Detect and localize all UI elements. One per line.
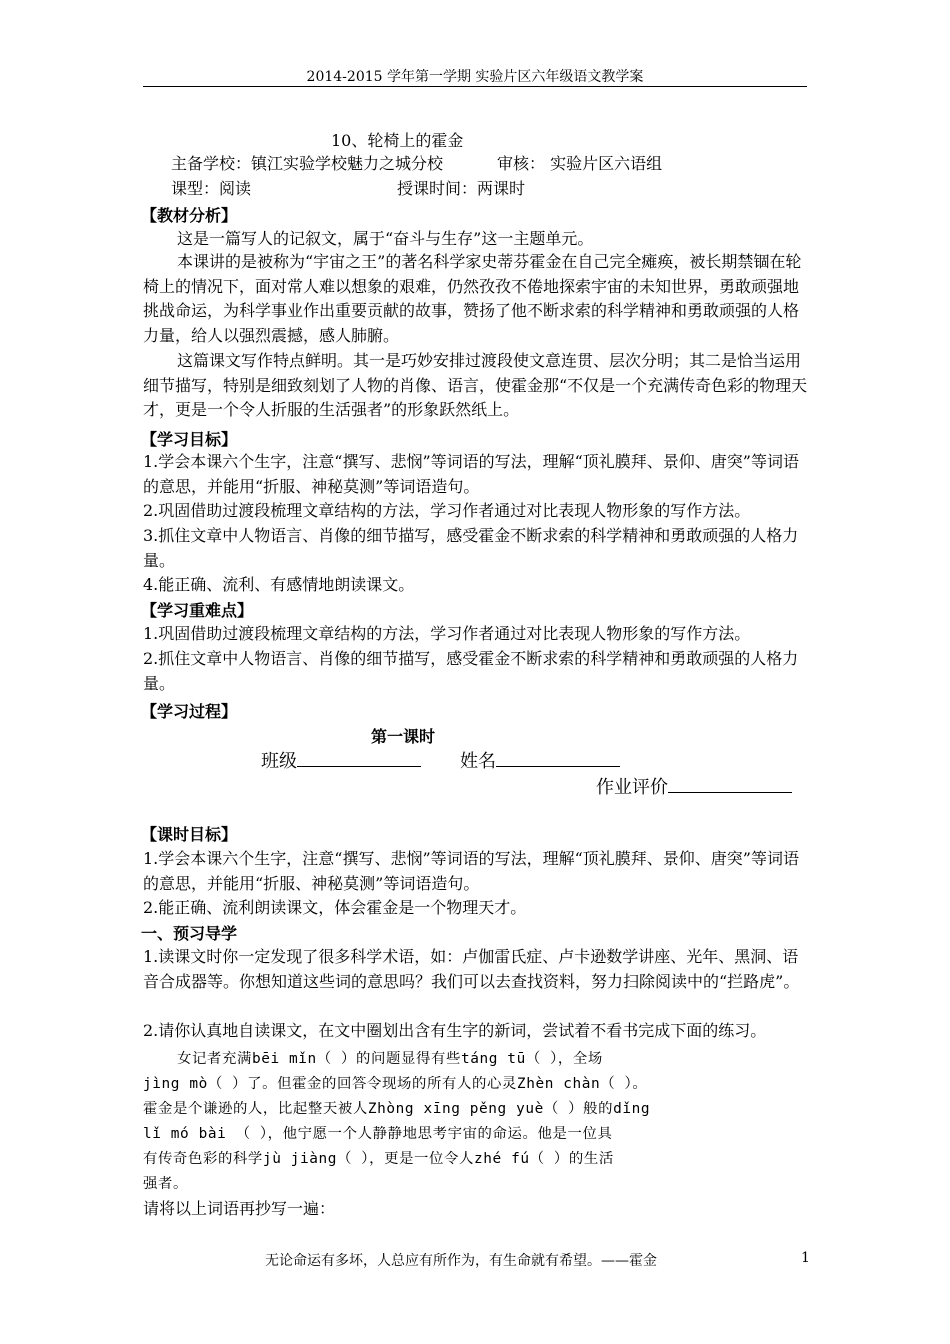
meta-type: 课型：阅读 xyxy=(171,179,252,198)
goal-item-1: 1.学会本课六个生字，注意“撰写、悲悯”等词语的写法，理解“顶礼膜拜、景仰、唐突”等词语的意思，并能用“折服、神秘莫测”等词语造句。 xyxy=(143,452,799,496)
name-field xyxy=(460,747,620,773)
eval-blank[interactable] xyxy=(668,774,792,793)
copy-prompt: 请将以上词语再抄写一遍： xyxy=(143,1199,336,1218)
page-header: 2014-2015 学年第一学期 实验片区六年级语文教学案 xyxy=(306,69,644,85)
eval-label: 作业评价 xyxy=(596,777,668,798)
class-field xyxy=(261,747,421,773)
analysis-para-1: 这是一篇写人的记叙文，属于“奋斗与生存”这一主题单元。 xyxy=(177,229,594,248)
goal-item-3: 3.抓住文章中人物语言、肖像的细节描写，感受霍金不断求索的科学精神和勇敢顽强的人格力量。 xyxy=(143,526,799,570)
lesson-title: 10、轮椅上的霍金 xyxy=(331,131,464,150)
exercise-line-4: lǐ mó bài （ ），他宁愿一个人静静地思考宇宙的命运。他是一位具 xyxy=(143,1126,613,1142)
exercise-line-2: jìng mò（ ）了。但霍金的回答令现场的所有人的心灵Zhèn chàn（ ）。 xyxy=(143,1076,648,1092)
class-blank[interactable] xyxy=(297,748,421,767)
lesson-goals-heading: 【课时目标】 xyxy=(141,825,238,844)
goal-item-2: 2.巩固借助过渡段梳理文章结构的方法，学习作者通过对比表现人物形象的写作方法。 xyxy=(143,501,751,520)
meta-review: 审核： 实验片区六语组 xyxy=(497,154,663,173)
preview-heading: 一、预习导学 xyxy=(141,924,238,943)
name-blank[interactable] xyxy=(496,748,620,767)
keypoint-item-1: 1.巩固借助过渡段梳理文章结构的方法，学习作者通过对比表现人物形象的写作方法。 xyxy=(143,624,751,643)
process-heading: 【学习过程】 xyxy=(141,702,238,721)
exercise-line-6: 强者。 xyxy=(143,1176,188,1192)
preview-item-1: 1.读课文时你一定发现了很多科学术语，如：卢伽雷氏症、卢卡逊数学讲座、光年、黑洞、语音合成器等。你想知道这些词的意思吗？我们可以去查找资料，努力扫除阅读中的“拦路虎”。 xyxy=(143,947,800,991)
meta-time: 授课时间：两课时 xyxy=(397,179,526,198)
first-lesson-title: 第一课时 xyxy=(371,727,436,746)
exercise-line-1: 女记者充满bēi mǐn（ ）的问题显得有些táng tū（ ），全场 xyxy=(177,1051,603,1067)
meta-school: 主备学校：镇江实验学校魅力之城分校 xyxy=(171,154,444,173)
goal-item-4: 4.能正确、流利、有感情地朗读课文。 xyxy=(143,575,415,594)
analysis-heading: 【教材分析】 xyxy=(141,206,238,225)
footer-quote: 无论命运有多坏，人总应有所作为，有生命就有希望。——霍金 xyxy=(265,1253,657,1269)
lesson-goal-item-2: 2.能正确、流利朗读课文，体会霍金是一个物理天才。 xyxy=(143,898,527,917)
name-label: 姓名 xyxy=(460,751,496,772)
header-rule xyxy=(143,86,807,87)
keypoints-heading: 【学习重难点】 xyxy=(141,601,254,620)
keypoint-item-2: 2.抓住文章中人物语言、肖像的细节描写，感受霍金不断求索的科学精神和勇敢顽强的人格力量。 xyxy=(143,649,799,693)
lesson-goal-item-1: 1.学会本课六个生字，注意“撰写、悲悯”等词语的写法，理解“顶礼膜拜、景仰、唐突”等词语的意思，并能用“折服、神秘莫测”等词语造句。 xyxy=(143,849,799,893)
exercise-line-5: 有传奇色彩的科学jù jiàng（ ），更是一位令人zhé fú（ ）的生活 xyxy=(143,1151,614,1167)
preview-item-2: 2.请你认真地自读课文，在文中圈划出含有生字的新词，尝试着不看书完成下面的练习。 xyxy=(143,1021,767,1040)
goals-heading: 【学习目标】 xyxy=(141,430,238,449)
analysis-para-3: 这篇课文写作特点鲜明。其一是巧妙安排过渡段使文意连贯、层次分明；其二是恰当运用细节描写，特别是细致刻划了人物的肖像、语言，使霍金那“不仅是一个充满传奇色彩的物理天才，更是一个令人折服的生活强者”的形象跃然纸上。 xyxy=(143,351,808,419)
class-label: 班级 xyxy=(261,751,297,772)
exercise-line-3: 霍金是个谦逊的人，比起整天被人Zhòng xīng pěng yuè（ ）般的dǐng xyxy=(143,1101,651,1117)
page-number: 1 xyxy=(801,1250,810,1266)
eval-field xyxy=(596,773,792,799)
analysis-para-2: 本课讲的是被称为“宇宙之王”的著名科学家史蒂芬霍金在自己完全瘫痪，被长期禁锢在轮椅上的情况下，面对常人难以想象的艰难，仍然孜孜不倦地探索宇宙的未知世界，勇敢顽强地挑战命运，为科学事业作出重要贡献的故事，赞扬了他不断求索的科学精神和勇敢顽强的人格力量，给人以强烈震撼，感人肺腑。 xyxy=(143,252,802,345)
